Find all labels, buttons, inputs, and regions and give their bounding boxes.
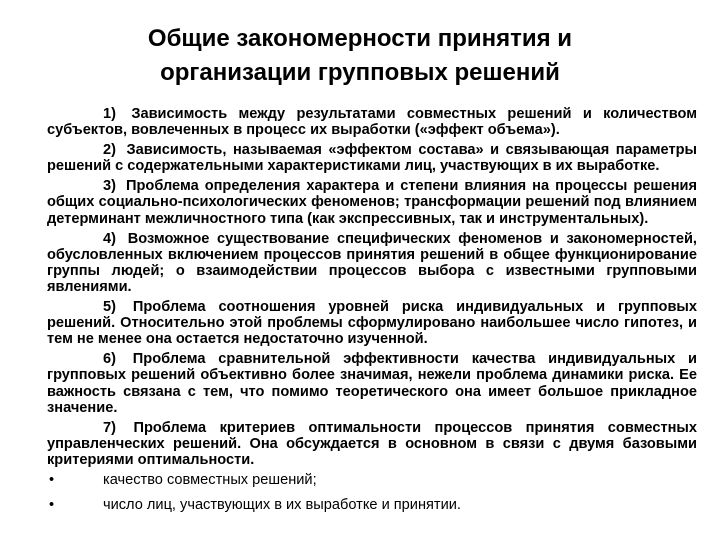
paragraph-text: Зависимость между результатами совместных решений и количеством субъектов, вовлеченных в процесс их выработки («эффект объема»). [47,106,697,139]
paragraph-text: Проблема соотношения уровней риска индивидуальных и групповых решений. Относительно этой проблемы сформулировано наибольшее число гипотез, и тем не менее она остается недостаточно изученной. [47,299,697,348]
bullet-item [47,497,697,513]
bullet-mark: • [49,497,55,514]
numbered-paragraph [47,420,697,468]
numbered-paragraph [47,231,697,295]
slide-title-line: организации групповых решений [160,59,560,86]
paragraph-number: 1) [103,106,116,122]
paragraph-text: Проблема определения характера и степени влияния на процессы решения общих социально-психологических феноменов; трансформации решений под влиянием детерминант межличностного типа (как экспрессивных, так и инструментальных). [47,178,697,227]
paragraph-number: 2) [103,142,116,159]
bullet-text: качество совместных решений; [103,471,317,488]
paragraph-text: Зависимость, называемая «эффектом состава» и связывающая параметры решений с содержательными характеристиками лиц, участвующих в их выработке. [47,142,697,175]
bullet-list [47,472,697,513]
bullet-text: число лиц, участвующих в их выработке и принятии. [103,497,461,514]
numbered-paragraph [47,351,697,415]
paragraph-number: 3) [103,178,116,195]
paragraph-text: Возможное существование специфических феноменов и закономерностей, обусловленных включением процессов принятия решений в общее функционирование группы людей; о взаимодействии процессов выбора с известными групповыми явлениями. [47,230,697,295]
slide-body [47,106,697,522]
numbered-paragraph [47,299,697,347]
bullet-mark: • [49,471,55,488]
paragraph-number: 4) [103,230,116,247]
numbered-paragraph [47,178,697,226]
bullet-item [47,472,697,488]
numbered-paragraph [47,142,697,174]
paragraph-text: Проблема критериев оптимальности процессов принятия совместных управленческих решений. Она обсуждается в основном в связи с двумя базовыми критериями оптимальности. [47,419,697,468]
paragraph-number: 6) [103,351,116,368]
paragraph-text: Проблема сравнительной эффективности качества индивидуальных и групповых решений объективно более значимая, нежели проблема динамики риска. Ее важность связана с тем, что помимо теоретического она имеет большое прикладное значение. [47,351,697,416]
paragraph-number: 7) [103,419,116,436]
slide-title [60,22,660,90]
paragraph-number: 5) [103,299,116,316]
numbered-paragraph [47,106,697,138]
slide-title-line: Общие закономерности принятия и [147,25,573,52]
